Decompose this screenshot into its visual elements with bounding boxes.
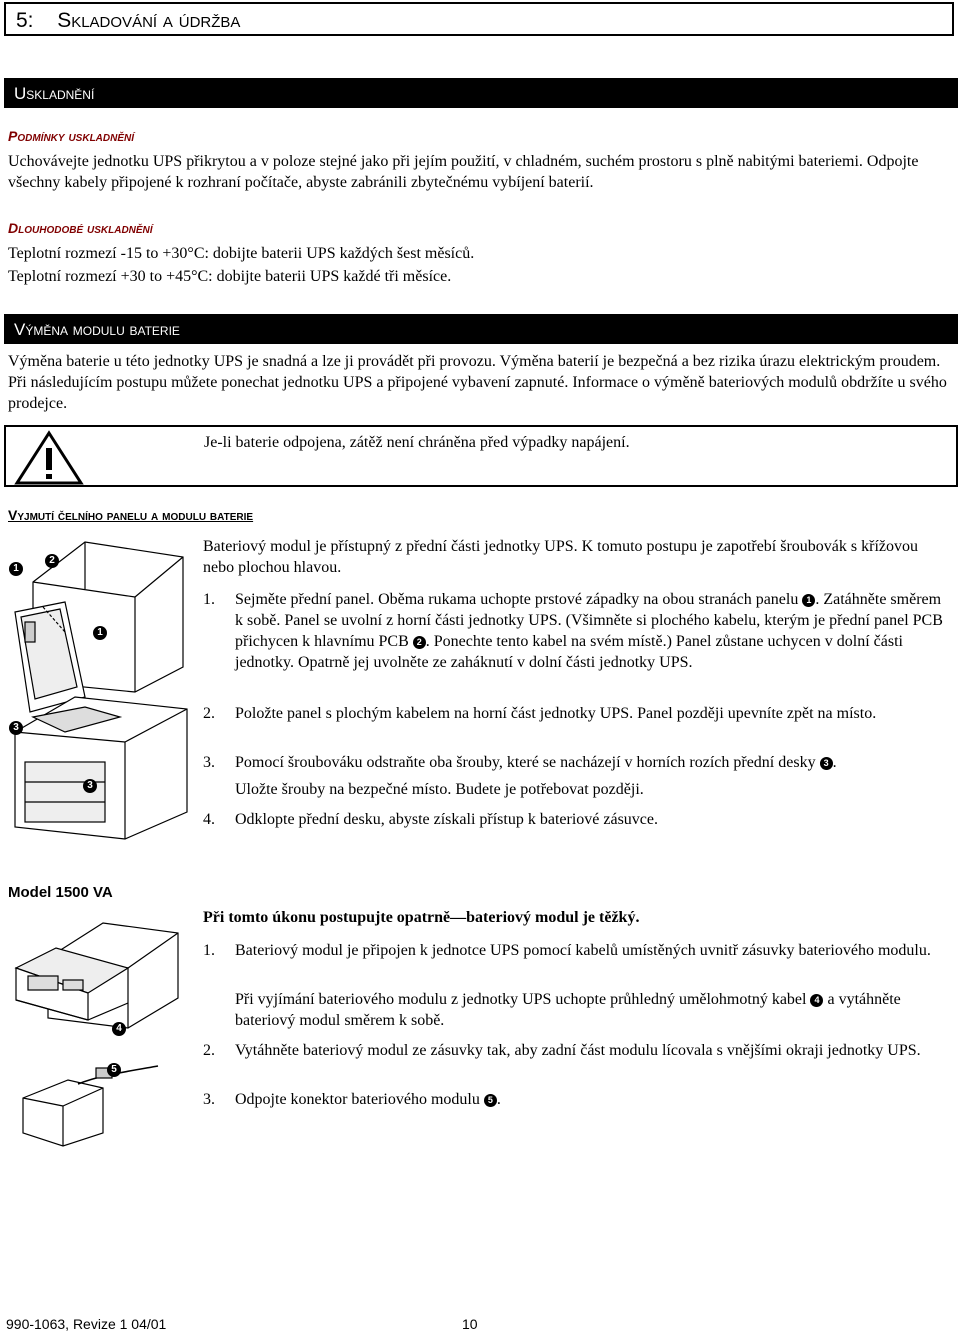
removal-step-3 xyxy=(203,752,948,800)
model-step-1 xyxy=(203,940,948,984)
section-heading-battery-replacement: Výměna modulu baterie xyxy=(4,314,958,344)
inline-callout-4: 4 xyxy=(810,994,823,1007)
removal-step-2 xyxy=(203,703,948,747)
step-text xyxy=(235,752,947,773)
callout-1-left: 1 xyxy=(9,562,23,576)
step-text-part: Pomocí šroubováku odstraňte oba šrouby, které se nacházejí v horních rozích přední desky xyxy=(235,754,820,771)
storage-conditions-text: Uchovávejte jednotku UPS přikrytou a v poloze stejné jako při jejím použití, v chladném, suchém prostoru s plně nabitými bateriemi. Odpojte všechny kabely připojené k rozhraní počítače, abyste zabránili zbytečnému vybíjení baterií. xyxy=(8,153,919,191)
callout-1-right: 1 xyxy=(93,626,107,640)
footer-page-number: 10 xyxy=(462,1316,478,1332)
callout-2: 2 xyxy=(45,554,59,568)
section-heading-storage: Uskladnění xyxy=(4,78,958,108)
callout-3-left: 3 xyxy=(9,721,23,735)
inline-callout-2: 2 xyxy=(413,636,426,649)
step-number: 2. xyxy=(203,705,215,722)
chapter-title: Skladování a údržba xyxy=(57,9,241,32)
model-label: Model 1500 VA xyxy=(8,884,113,901)
long-term-line-2: Teplotní rozmezí +30 to +45°C: dobijte baterii UPS každé tři měsíce. xyxy=(8,268,452,285)
step-text xyxy=(235,1089,947,1110)
ups-front-panel-illustration xyxy=(5,527,195,847)
removal-step-1 xyxy=(203,589,948,699)
step-number: 2. xyxy=(203,1042,215,1059)
warning-box xyxy=(4,425,958,487)
model-step-2 xyxy=(203,1040,948,1084)
step-text-part: Odpojte konektor bateriového modulu xyxy=(235,1091,484,1108)
step-text-part: a vytáhněte bateriový modul směrem k sobě. xyxy=(235,991,901,1029)
model-step-1-note xyxy=(235,989,950,1033)
step-text: Bateriový modul je připojen k jednotce UPS pomocí kabelů umístěných uvnitř zásuvky bateriového modulu. xyxy=(235,942,931,959)
step-text-part: Sejměte přední panel. Oběma rukama uchopte prstové západky na obou stranách panelu xyxy=(235,591,803,608)
warning-triangle-icon xyxy=(14,430,84,486)
callout-4: 4 xyxy=(112,1022,126,1036)
removal-step-4 xyxy=(203,809,948,831)
long-term-line-1: Teplotní rozmezí -15 to +30°C: dobijte baterii UPS každých šest měsíců. xyxy=(8,245,475,262)
step-text-part: . xyxy=(496,1091,501,1108)
step-text-part: . Zatáhněte směrem k sobě. Panel se uvolní z horní části jednotky UPS. (Všimněte si plochého kabelu, kterým je přední panel PCB přichycen k hlavnímu PCB xyxy=(235,591,943,650)
battery-module-illustration xyxy=(8,908,188,1148)
callout-3-right: 3 xyxy=(83,779,97,793)
step-text xyxy=(235,589,947,673)
inline-callout-5: 5 xyxy=(484,1094,497,1107)
step-text-part: . xyxy=(832,754,837,771)
step-text-part: Při vyjímání bateriového modulu z jednotky UPS uchopte průhledný umělohmotný kabel xyxy=(235,991,811,1008)
caution-text: Při tomto úkonu postupujte opatrně—bateriový modul je těžký. xyxy=(203,909,640,926)
callout-5: 5 xyxy=(107,1063,121,1077)
step-text: Položte panel s plochým kabelem na horní část jednotky UPS. Panel později upevníte zpět na místo. xyxy=(235,705,877,722)
subheading-removal: Vyjmutí čelního panelu a modulu baterie xyxy=(8,507,254,523)
inline-callout-1: 1 xyxy=(802,594,815,607)
warning-text: Je-li baterie odpojena, zátěž není chráněna před výpadky napájení. xyxy=(204,434,630,451)
step-text: Vytáhněte bateriový modul ze zásuvky tak, aby zadní část modulu lícovala s vnějšími okraji jednotky UPS. xyxy=(235,1042,921,1059)
footer-doc-id: 990-1063, Revize 1 04/01 xyxy=(6,1316,167,1332)
model-step-3 xyxy=(203,1089,948,1111)
chapter-number: 5: xyxy=(16,9,34,32)
inline-callout-3: 3 xyxy=(820,757,833,770)
chapter-header xyxy=(4,2,954,36)
step-number: 1. xyxy=(203,942,215,959)
step-text-note: Uložte šrouby na bezpečné místo. Budete je potřebovat později. xyxy=(235,781,644,798)
subheading-long-term-storage: Dlouhodobé uskladnění xyxy=(8,220,153,236)
step-text: Odklopte přední desku, abyste získali přístup k bateriové zásuvce. xyxy=(235,811,658,828)
step-number: 3. xyxy=(203,1091,215,1108)
replacement-intro-text: Výměna baterie u této jednotky UPS je snadná a lze ji provádět při provozu. Výměna baterií je bezpečná a bez rizika úrazu elektrickým proudem. Při následujícím postupu můžete ponechat jednotku UPS a připojené vybavení zapnuté. Informace o výměně bateriových modulů obdržíte u svého prodejce. xyxy=(8,353,947,412)
removal-intro-text: Bateriový modul je přístupný z přední části jednotky UPS. K tomuto postupu je zapotřebí šroubovák s křížovou nebo plochou hlavou. xyxy=(203,538,919,576)
subheading-storage-conditions: Podmínky uskladnění xyxy=(8,128,135,144)
step-number: 3. xyxy=(203,754,215,771)
step-number: 4. xyxy=(203,811,215,828)
step-number: 1. xyxy=(203,591,215,608)
step-text-part: . Ponechte tento kabel na svém místě.) Panel zůstane uchycen v dolní části jednotky. Opatrně jej uvolněte ze zaháknutí v dolní části jednotky UPS. xyxy=(235,633,903,671)
